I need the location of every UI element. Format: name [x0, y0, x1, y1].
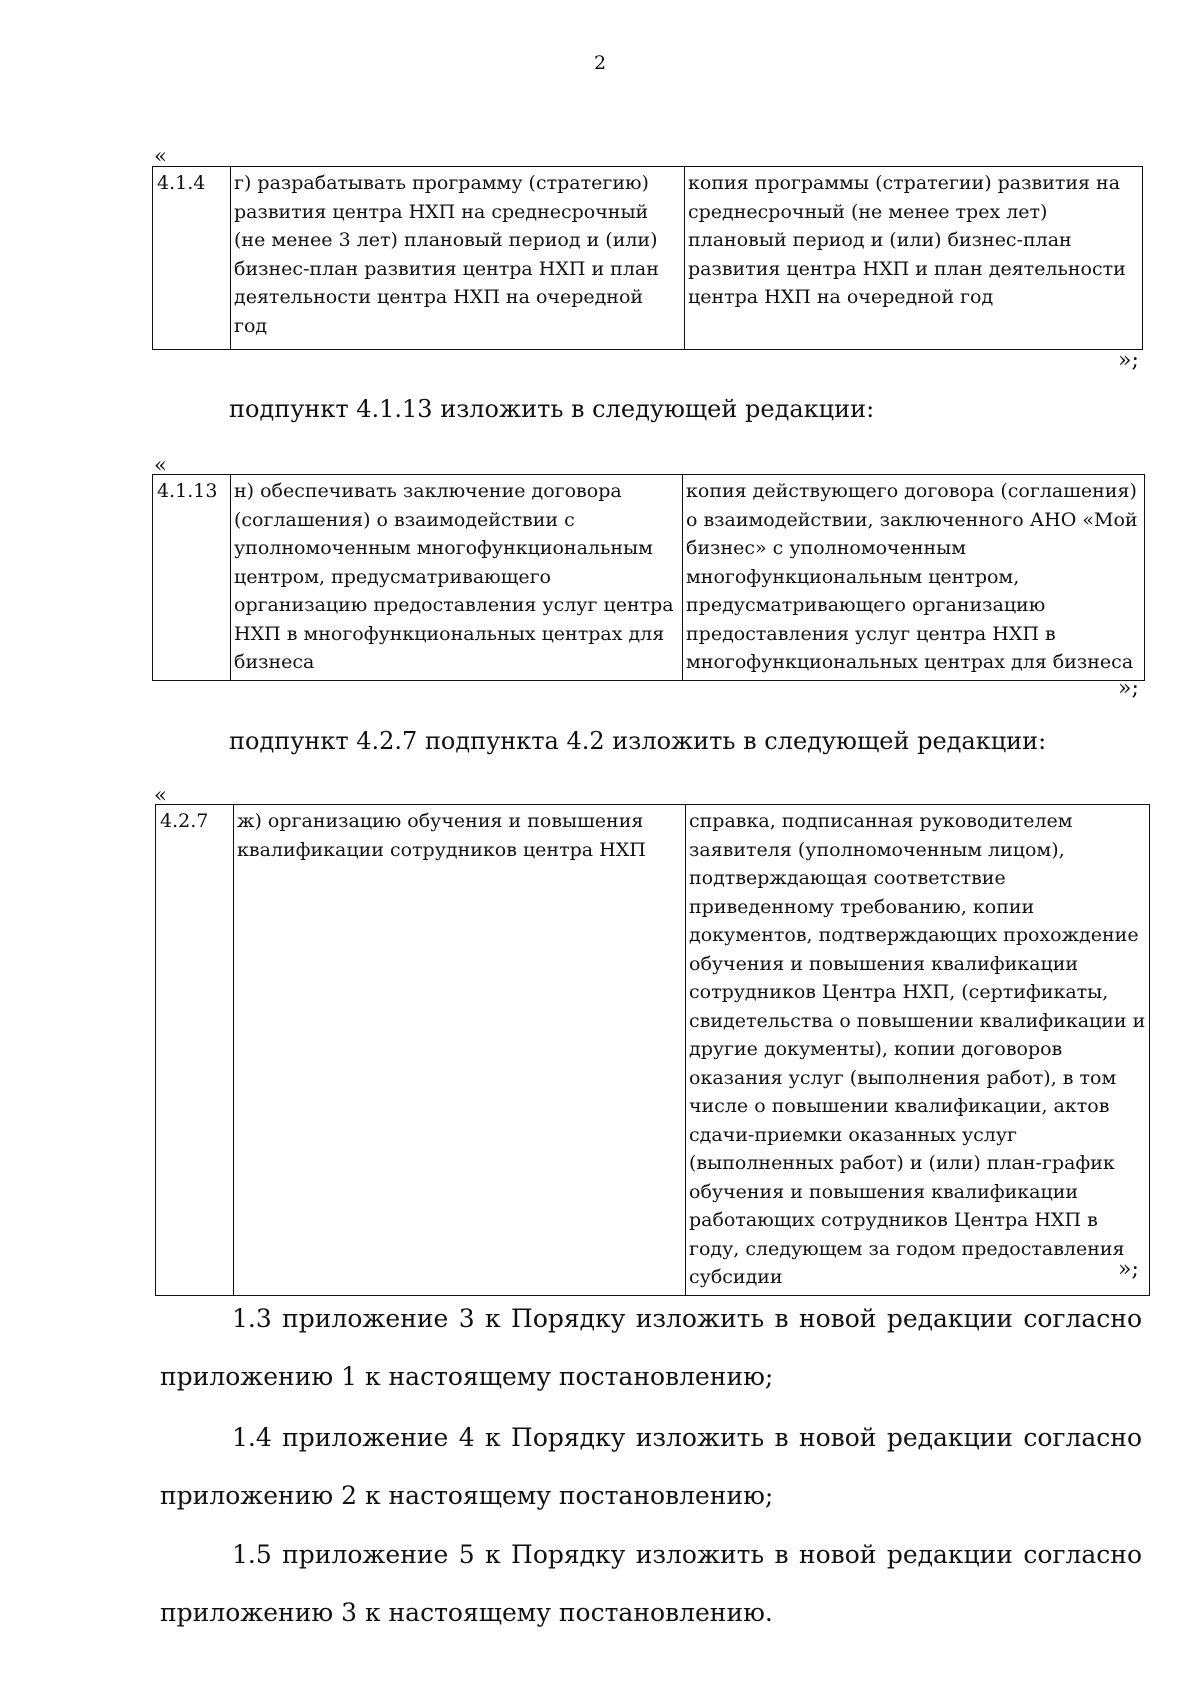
requirement-cell: ж) организацию обучения и повышения квалификации сотрудников центра НХП: [234, 805, 686, 1296]
page-number: 2: [593, 52, 607, 74]
document-cell: копия действующего договора (соглашения) о взаимодействии, заключенного АНО «Мой бизнес» с уполномоченным многофункциональным центром, предусматривающего организацию предоставления услуг центра НХП в многофункциональных центрах для бизнеса: [683, 475, 1145, 681]
amendment-table-4-1-13: [152, 474, 1145, 681]
opening-quote: «: [154, 453, 167, 477]
closing-quote: »;: [1118, 676, 1139, 701]
section-heading-4-2-7: подпункт 4.2.7 подпункта 4.2 изложить в следующей редакции:: [229, 727, 1047, 755]
clause-code: 4.2.7: [156, 805, 234, 1296]
table-row: [156, 805, 1150, 1296]
requirement-cell: н) обеспечивать заключение договора (соглашения) о взаимодействии с уполномоченным многофункциональным центром, предусматривающего организацию предоставления услуг центра НХП в многофункциональных центрах для бизнеса: [231, 475, 683, 681]
document-cell: справка, подписанная руководителем заявителя (уполномоченным лицом), подтверждающая соответствие приведенному требованию, копии документов, подтверждающих прохождение обучения и повышения квалификации сотрудников Центра НХП, (сертификаты, свидетельства о повышении квалификации и другие документы), копии договоров оказания услуг (выполнения работ), в том числе о повышении квалификации, актов сдачи-приемки оказанных услуг (выполненных работ) и (или) план-график обучения и повышения квалификации работающих сотрудников Центра НХП в году, следующем за годом предоставления субсидии: [686, 805, 1150, 1296]
clause-code: 4.1.13: [153, 475, 231, 681]
item-1-4: 1.4 приложение 4 к Порядку изложить в новой редакции согласно приложению 2 к настоящему постановлению;: [160, 1423, 1142, 1510]
section-heading-4-1-13: подпункт 4.1.13 изложить в следующей редакции:: [229, 395, 875, 423]
closing-quote: »;: [1118, 348, 1139, 373]
amendment-table-4-2-7: [155, 804, 1150, 1296]
amendment-table-4-1-4: [152, 166, 1143, 350]
table-row: [153, 475, 1145, 681]
item-1-3: 1.3 приложение 3 к Порядку изложить в новой редакции согласно приложению 1 к настоящему постановлению;: [160, 1304, 1142, 1391]
opening-quote: «: [154, 144, 167, 168]
requirement-cell: г) разрабатывать программу (стратегию) развития центра НХП на среднесрочный (не менее 3 лет) плановый период и (или) бизнес-план развития центра НХП и план деятельности центра НХП на очередной год: [231, 167, 685, 350]
document-cell: копия программы (стратегии) развития на среднесрочный (не менее трех лет) плановый период и (или) бизнес-план развития центра НХП и план деятельности центра НХП на очередной год: [685, 167, 1143, 350]
table-row: [153, 167, 1143, 350]
item-1-5: 1.5 приложение 5 к Порядку изложить в новой редакции согласно приложению 3 к настоящему постановлению.: [160, 1540, 1142, 1627]
closing-quote: »;: [1118, 1257, 1139, 1282]
clause-code: 4.1.4: [153, 167, 231, 350]
opening-quote: «: [154, 783, 167, 807]
